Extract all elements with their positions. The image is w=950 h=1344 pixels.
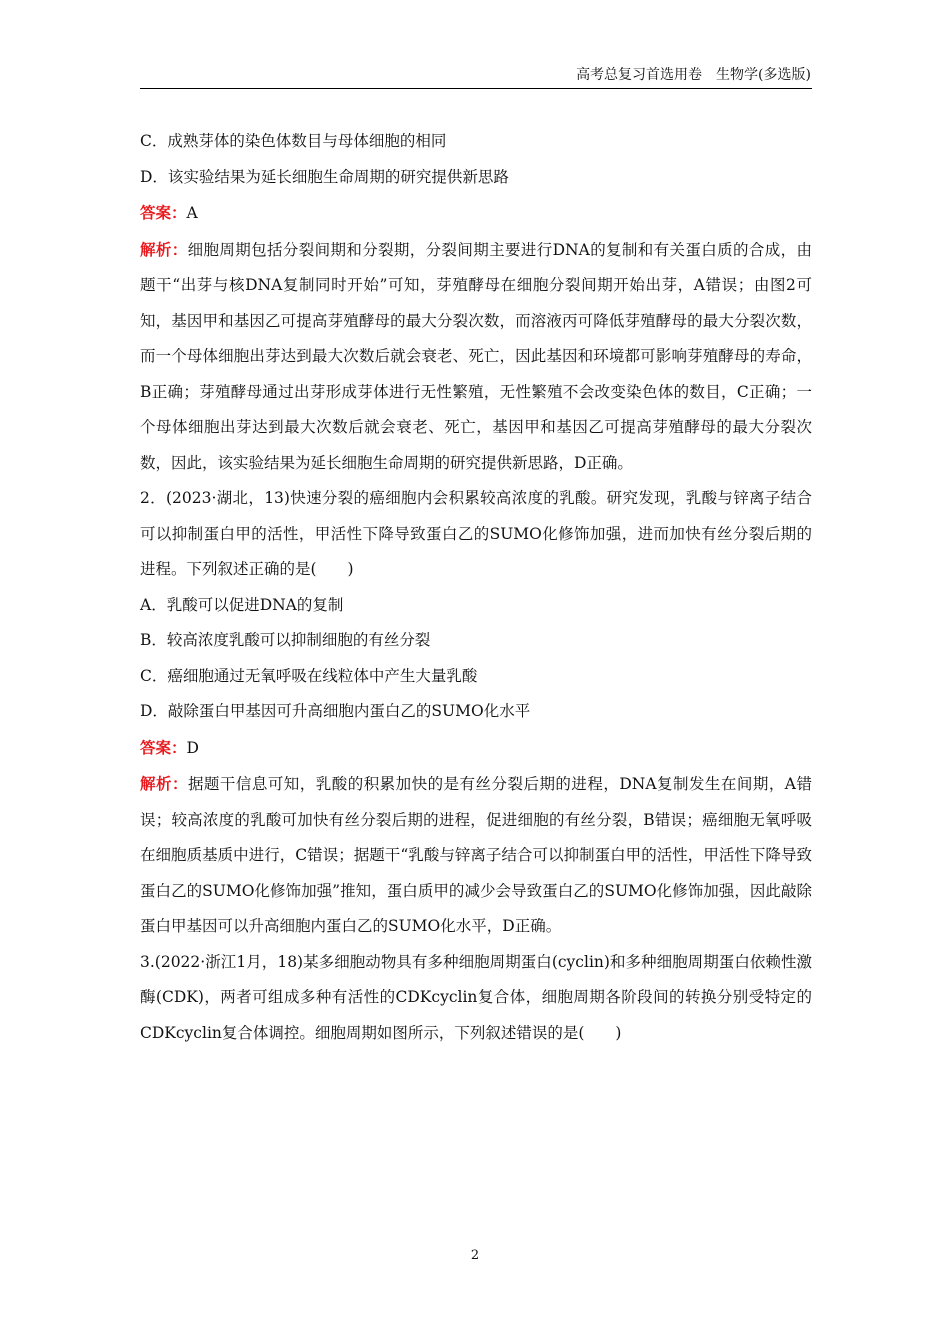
q2-option-a: A．乳酸可以促进DNA的复制: [140, 595, 344, 614]
page-number: 2: [470, 1248, 480, 1263]
q1-answer-value: A: [186, 204, 198, 222]
q2-answer-label: 答案：: [140, 737, 187, 757]
q2-analysis-text: 据题干信息可知，乳酸的积累加快的是有丝分裂后期的进程，DNA复制发生在间期，A错误；较高浓度的乳酸可加快有丝分裂后期的进程，促进细胞的有丝分裂，B错误；癌细胞无氧呼吸在细胞质基质中进行，C错误；据题干“乳酸与锌离子结合可以抑制蛋白甲的活性，甲活性下降导致蛋白乙的SUMO化修饰加强”推知，蛋白质甲的减少会导致蛋白乙的SUMO化修饰加强，因此敲除蛋白甲基因可以升高细胞内蛋白乙的SUMO化水平，D正确。: [140, 775, 812, 935]
q1-option-d: D．该实验结果为延长细胞生命周期的研究提供新思路: [140, 167, 509, 186]
q2-analysis-label: 解析：: [140, 774, 188, 793]
q1-analysis-text: 细胞周期包括分裂间期和分裂期，分裂间期主要进行DNA的复制和有关蛋白质的合成，由题干“出芽与核DNA复制同时开始”可知，芽殖酵母在细胞分裂间期开始出芽，A错误；由图2可知，基因甲和基因乙可提高芽殖酵母的最大分裂次数，而溶液丙可降低芽殖酵母的最大分裂次数，而一个母体细胞出芽达到最大次数后就会衰老、死亡，因此基因和环境都可影响芽殖酵母的寿命，B正确；芽殖酵母通过出芽形成芽体进行无性繁殖，无性繁殖不会改变染色体的数目，C正确；一个母体细胞出芽达到最大次数后就会衰老、死亡，基因甲和基因乙可提高芽殖酵母的最大分裂次数，因此，该实验结果为延长细胞生命周期的研究提供新思路，D正确。: [140, 240, 812, 472]
q1-analysis-label: 解析：: [140, 239, 188, 259]
q2-analysis: [140, 766, 812, 945]
running-header: 高考总复习首选用卷 生物学(多选版): [576, 67, 811, 83]
q2-option-b: B．较高浓度乳酸可以抑制细胞的有丝分裂: [140, 631, 431, 649]
q2-option-c: C．癌细胞通过无氧呼吸在线粒体中产生大量乳酸: [140, 666, 478, 685]
q2-answer: [140, 730, 812, 767]
q1-answer-label: 答案：: [140, 203, 187, 222]
q2-option-d: D．敲除蛋白甲基因可升高细胞内蛋白乙的SUMO化水平: [140, 702, 531, 720]
page-content: [140, 124, 812, 1051]
q1-answer: [140, 195, 812, 232]
q1-analysis: [140, 232, 812, 482]
header-rule: [140, 88, 812, 89]
q2-answer-value: D: [186, 738, 199, 757]
q1-option-c: C．成熟芽体的染色体数目与母体细胞的相同: [140, 132, 447, 150]
q2-stem: 2．(2023·湖北，13)快速分裂的癌细胞内会积累较高浓度的乳酸。研究发现，乳酸与锌离子结合可以抑制蛋白甲的活性，甲活性下降导致蛋白乙的SUMO化修饰加强，进而加快有丝分裂后期的进程。下列叙述正确的是( ): [140, 489, 812, 578]
q3-stem: 3.(2022·浙江1月，18)某多细胞动物具有多种细胞周期蛋白(cyclin)和多种细胞周期蛋白依赖性激酶(CDK)，两者可组成多种有活性的CDKcyclin复合体，细胞周期各阶段间的转换分别受特定的CDKcyclin复合体调控。细胞周期如图所示，下列叙述错误的是( ): [140, 952, 812, 1042]
